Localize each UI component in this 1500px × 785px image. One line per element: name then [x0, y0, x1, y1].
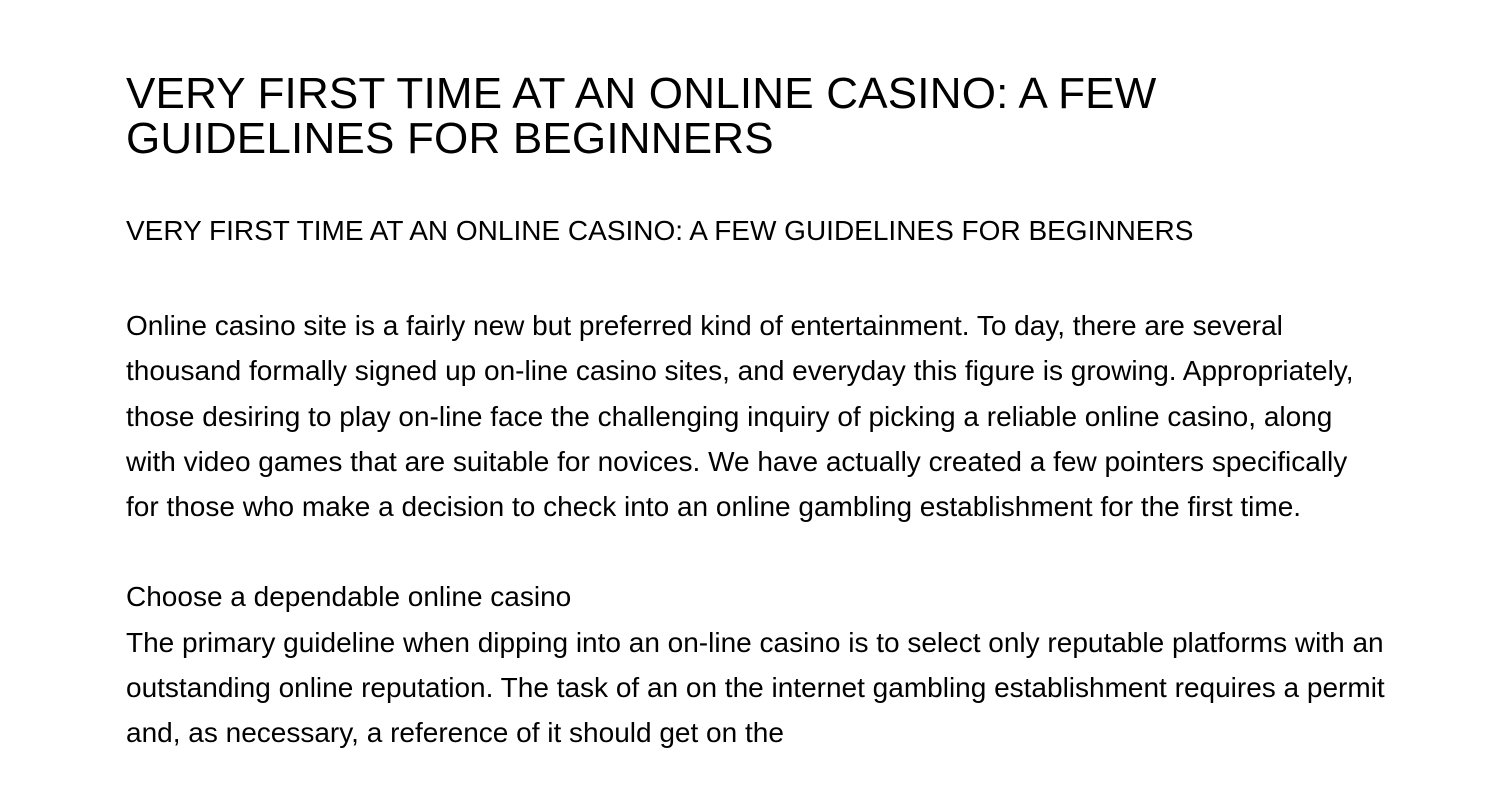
document-content [126, 71, 1386, 756]
intro-paragraph: Online casino site is a fairly new but preferred kind of entertainment. To day, there are several thousand formally signed up on-line casino sites, and everyday this figure is growing. Appropriately, those desiring to play on-line face the challenging inquiry of picking a reliable online casino, along with video games that are suitable for novices. We have actually created a few pointers specifically for those who make a decision to check into an online gambling establishment for the first time. [126, 310, 1354, 523]
section-heading: Choose a dependable online casino [126, 581, 572, 613]
section-paragraph: The primary guideline when dipping into an on-line casino is to select only reputable platforms with an outstanding online reputation. The task of an on the internet gambling establishment requires a permit and, as necessary, a reference of it should get on the [126, 626, 1385, 749]
document-subtitle: VERY FIRST TIME AT AN ONLINE CASINO: A FEW GUIDELINES FOR BEGINNERS [126, 215, 1194, 246]
document-title: VERY FIRST TIME AT AN ONLINE CASINO: A FEW GUIDELINES FOR BEGINNERS [126, 69, 1157, 163]
